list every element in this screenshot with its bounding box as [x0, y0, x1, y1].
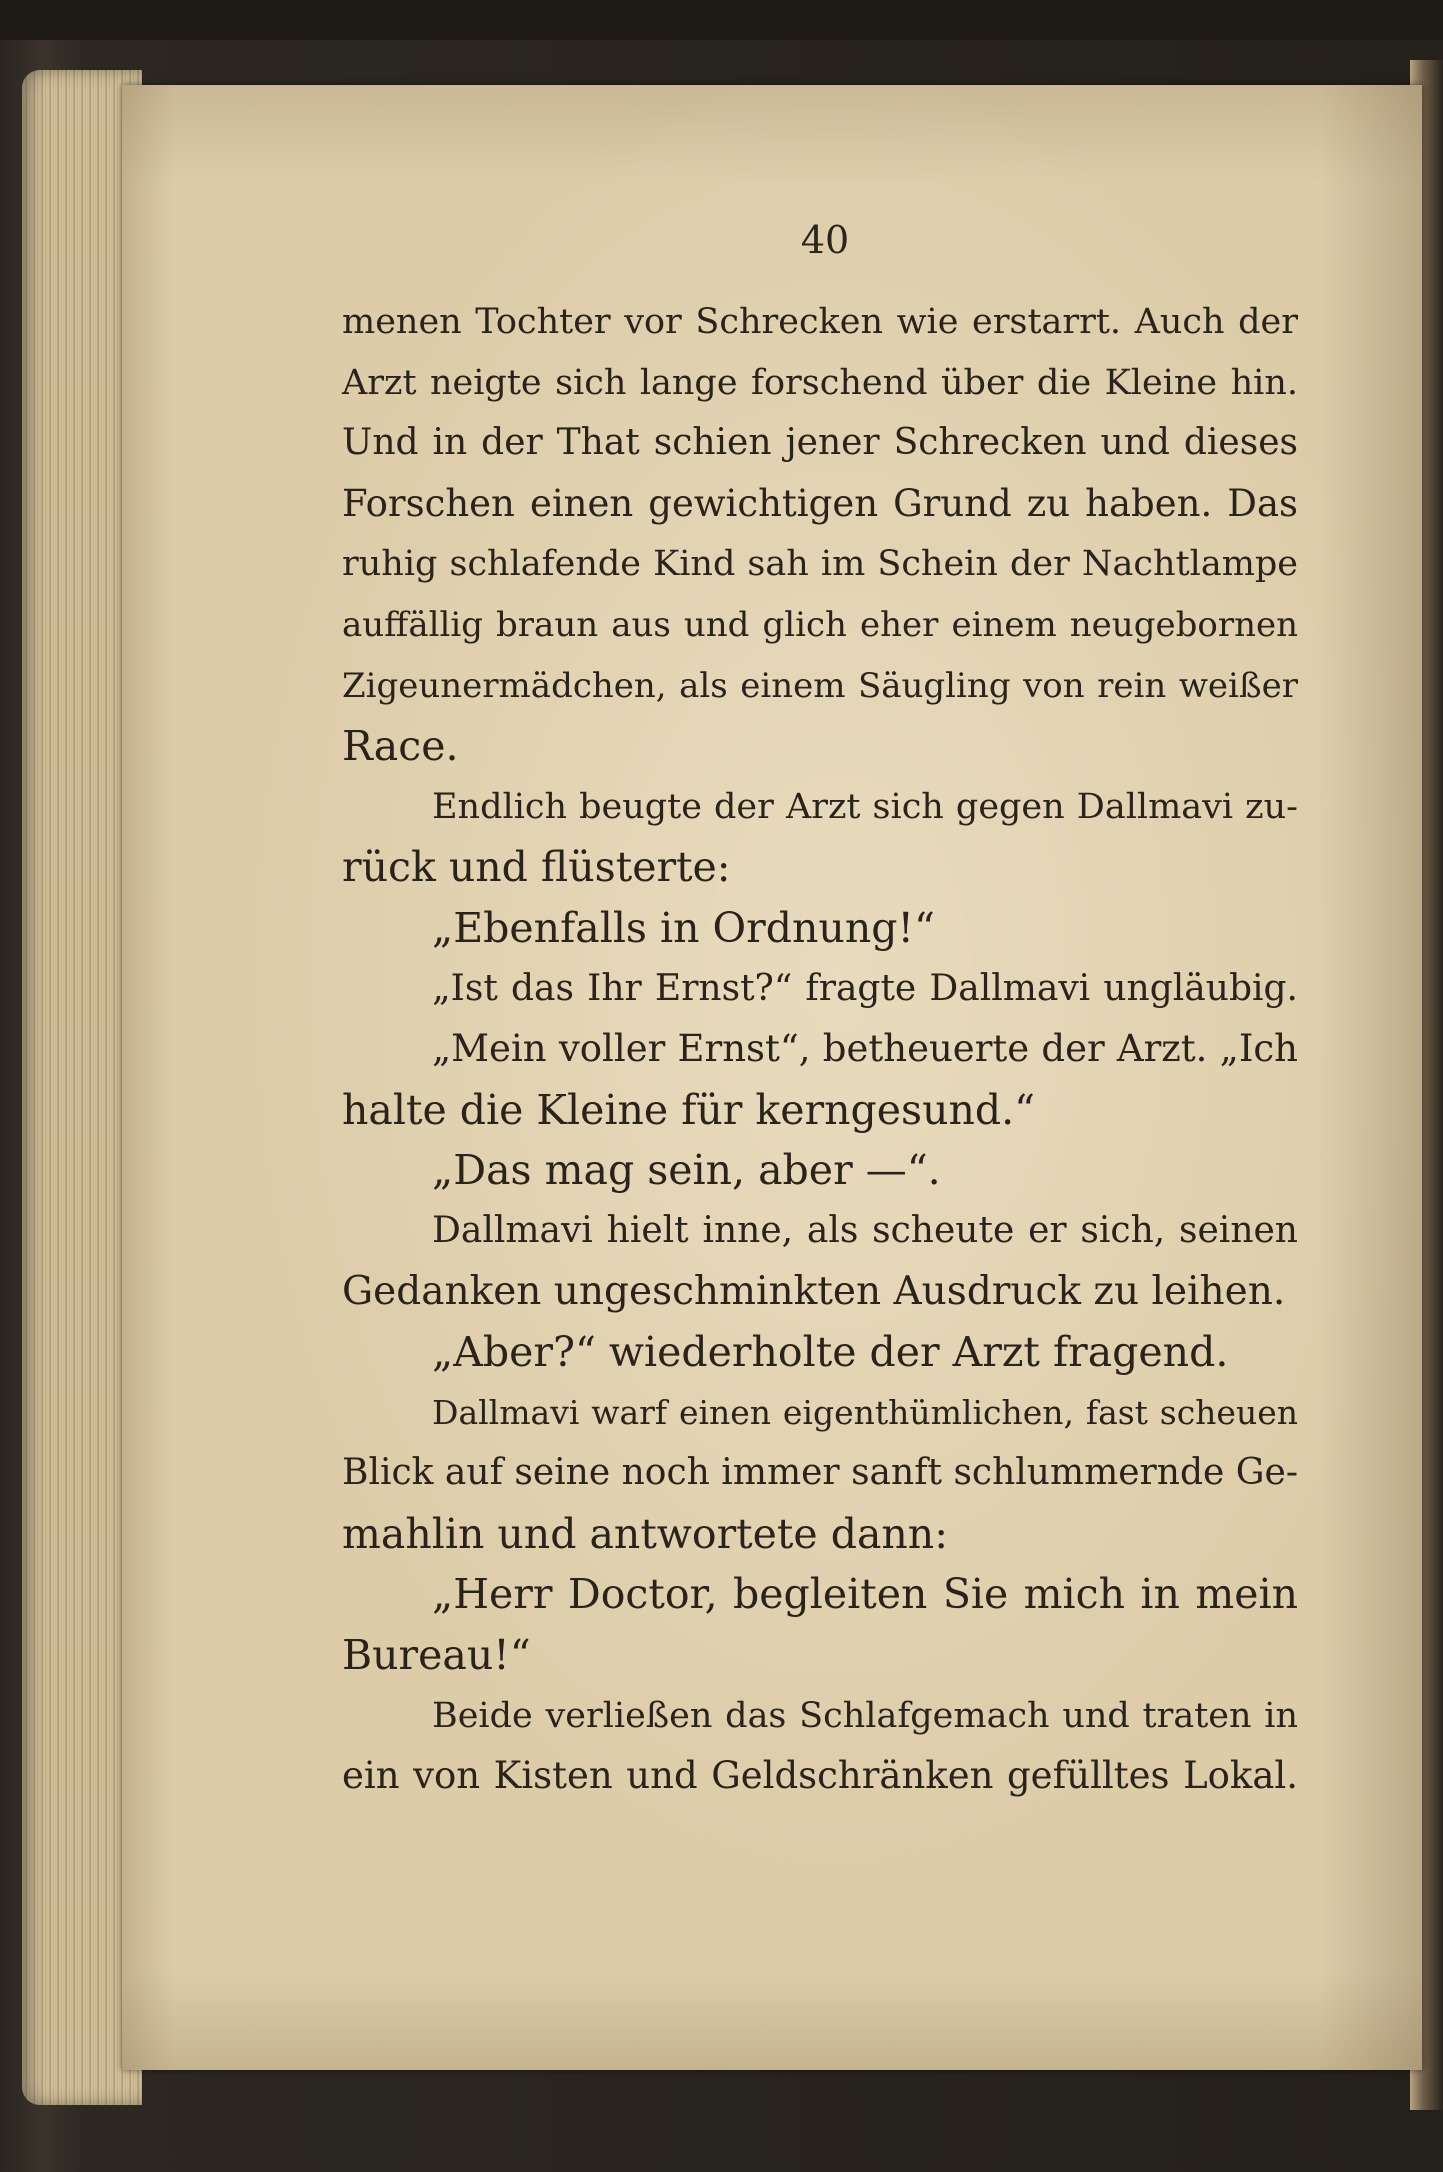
text-line: „Ist das Ihr Ernst?“ fragte Dallmavi ungläubig. [432, 967, 1298, 1009]
text-line: ruhig schlafende Kind sah im Schein der Nachtlampe [342, 544, 1298, 585]
text-line: halte die Kleine für kerngesund.“ [342, 1085, 1036, 1134]
text-line: Und in der That schien jener Schrecken und dieses [342, 422, 1298, 464]
text-line: „Das mag sein, aber —“. [432, 1146, 941, 1195]
body-text [342, 292, 1298, 1807]
text-line: Dallmavi hielt inne, als scheute er sich, seinen [432, 1209, 1298, 1251]
text-line: Arzt neigte sich lange forschend über die Kleine hin. [342, 362, 1298, 403]
text-line: Gedanken ungeschminkten Ausdruck zu leihen. [342, 1268, 1286, 1314]
text-line: Beide verließen das Schlafgemach und traten in [432, 1695, 1298, 1736]
text-line: auffällig braun aus und glich eher einem neugebornen [342, 604, 1298, 645]
text-line: menen Tochter vor Schrecken wie erstarrt. Auch der [342, 302, 1298, 342]
text-line: rück und flüsterte: [342, 843, 731, 892]
text-line: Blick auf seine noch immer sanft schlummernde Ge- [342, 1452, 1298, 1494]
text-line: Zigeunermädchen, als einem Säugling von rein weißer [342, 665, 1298, 706]
text-line: Bureau!“ [342, 1631, 531, 1680]
text-line: ein von Kisten und Geldschränken gefülltes Lokal. [342, 1754, 1298, 1798]
text-line: Endlich beugte der Arzt sich gegen Dallmavi zu- [432, 786, 1298, 827]
text-line: „Aber?“ wiederholte der Arzt fragend. [432, 1328, 1229, 1377]
text-line: „Herr Doctor, begleiten Sie mich in mein [432, 1570, 1298, 1619]
text-line: Forschen einen gewichtigen Grund zu haben. Das [342, 481, 1298, 525]
text-line: mahlin und antwortete dann: [342, 1509, 949, 1558]
text-line: „Mein voller Ernst“, betheuerte der Arzt. „Ich [432, 1027, 1298, 1071]
text-line: Race. [342, 722, 459, 771]
text-line: Dallmavi warf einen eigenthümlichen, fast scheuen [432, 1392, 1298, 1432]
text-line: „Ebenfalls in Ordnung!“ [432, 903, 935, 952]
page-number: 40 [800, 218, 850, 262]
